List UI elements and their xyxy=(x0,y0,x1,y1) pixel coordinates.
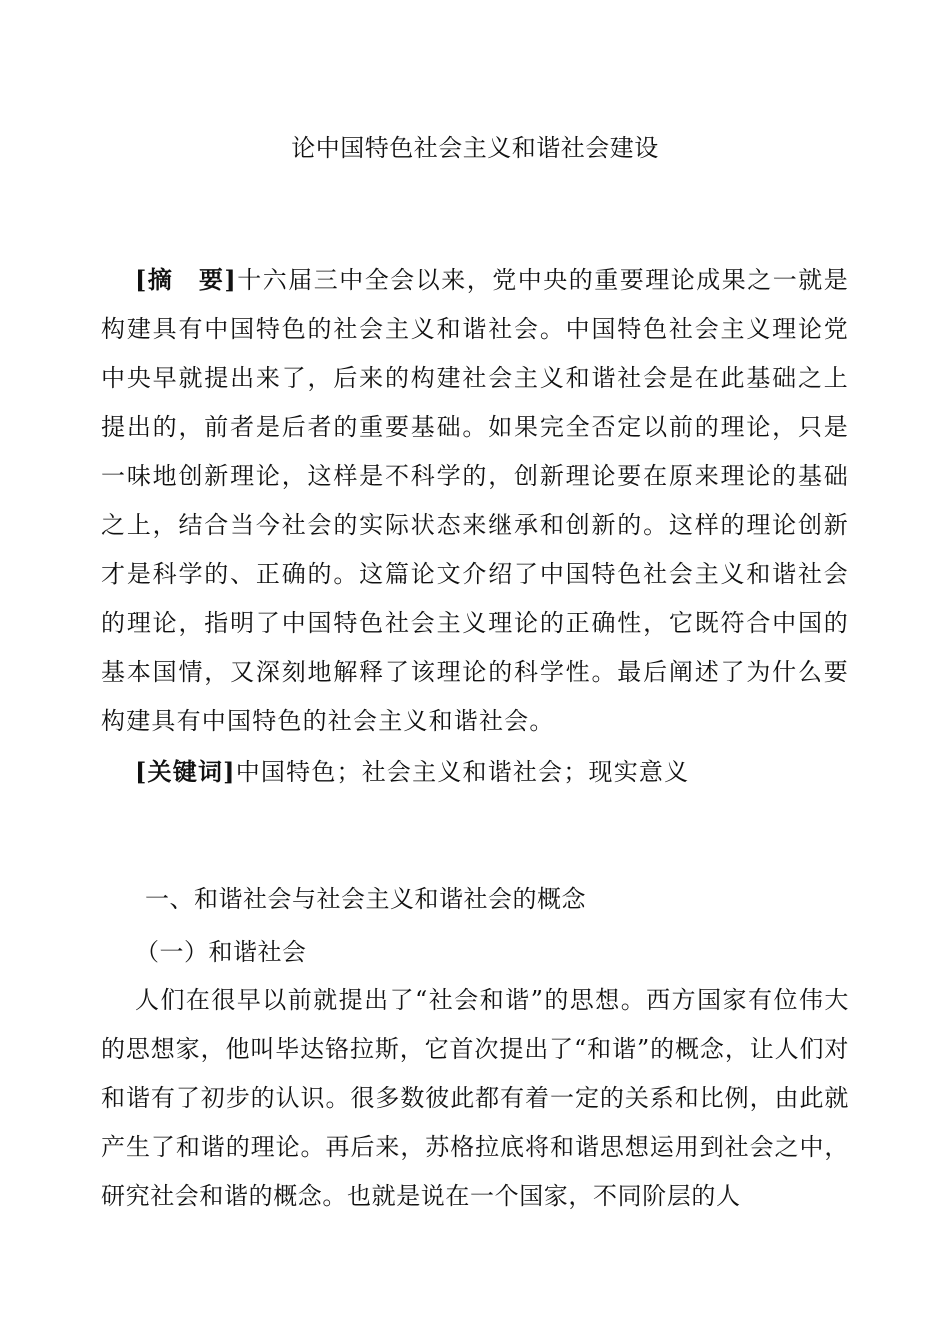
subsection-heading: （一）和谐社会 xyxy=(135,938,307,966)
abstract-text: 十六届三中全会以来，党中央的重要理论成果之一就是构建具有中国特色的社会主义和谐社会。中国特色社会主义理论党中央早就提出来了，后来的构建社会主义和谐社会是在此基础之上提出的，前者是后者的重要基础。如果完全否定以前的理论，只是一味地创新理论，这样是不科学的，创新理论要在原来理论的基础之上，结合当今社会的实际状态来继承和创新的。这样的理论创新才是科学的、正确的。这篇论文介绍了中国特色社会主义和谐社会的理论，指明了中国特色社会主义理论的正确性，它既符合中国的基本国情，又深刻地解释了该理论的科学性。最后阐述了为什么要构建具有中国特色的社会主义和谐社会。 xyxy=(101,266,849,735)
abstract-paragraph xyxy=(101,255,849,746)
section-heading: 一、和谐社会与社会主义和谐社会的概念 xyxy=(145,885,586,913)
body-paragraph: 人们在很早以前就提出了“社会和谐”的思想。西方国家有位伟大的思想家，他叫毕达铬拉斯，它首次提出了“和谐”的概念，让人们对和谐有了初步的认识。很多数彼此都有着一定的关系和比例，由此就产生了和谐的理论。再后来，苏格拉底将和谐思想运用到社会之中，研究社会和谐的概念。也就是说在一个国家，不同阶层的人 xyxy=(101,986,849,1210)
keywords-line xyxy=(135,752,849,792)
keywords-label: [关键词] xyxy=(135,757,236,786)
document-title: 论中国特色社会主义和谐社会建设 xyxy=(291,134,659,162)
abstract-label: [摘 要] xyxy=(135,265,237,294)
keywords-text: 中国特色；社会主义和谐社会；现实意义 xyxy=(235,758,690,786)
